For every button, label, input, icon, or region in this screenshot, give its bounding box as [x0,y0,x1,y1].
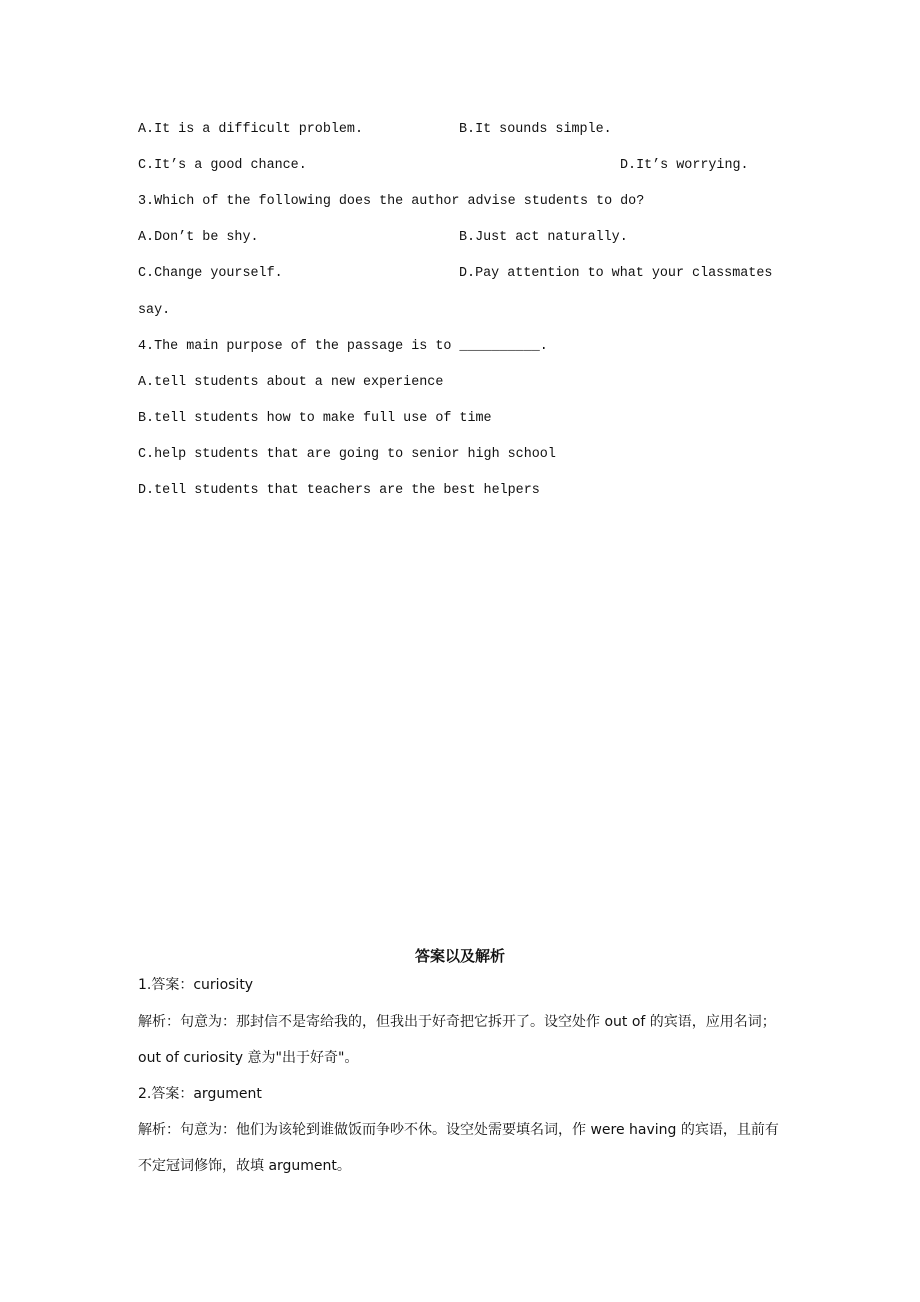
q3-option-c: C.Change yourself. [138,266,283,281]
q3-option-d: D.Pay attention to what your classmates [459,266,773,281]
q2-option-d: D.It’s worrying. [620,158,749,173]
q2-option-b: B.It sounds simple. [459,122,612,137]
q3-option-a: A.Don’t be shy. [138,230,259,245]
q4-stem: 4.The main purpose of the passage is to __________. [138,339,548,354]
explanation-2: 解析：句意为：他们为该轮到谁做饭而争吵不休。设空处需要填名词，作 were having 的宾语，且前有不定冠词修饰，故填 argument。 [138,1122,779,1174]
q3-stem: 3.Which of the following does the author advise students to do? [138,194,645,209]
explanation-1: 解析：句意为：那封信不是寄给我的，但我出于好奇把它拆开了。设空处作 out of 的宾语，应用名词；out of curiosity 意为"出于好奇"。 [138,1014,776,1066]
q3-option-b: B.Just act naturally. [459,230,628,245]
q2-option-c: C.It’s a good chance. [138,158,307,173]
answer-1: 1.答案：curiosity [138,977,254,993]
q2-option-a: A.It is a difficult problem. [138,122,363,137]
q4-option-a: A.tell students about a new experience [138,375,444,390]
q4-option-b: B.tell students how to make full use of time [138,411,492,426]
answer-2: 2.答案：argument [138,1086,262,1102]
q4-option-c: C.help students that are going to senior high school [138,447,556,462]
answers-title: 答案以及解析 [414,947,505,965]
q4-option-d: D.tell students that teachers are the best helpers [138,483,540,498]
q3-option-d-continued: say. [138,303,171,318]
